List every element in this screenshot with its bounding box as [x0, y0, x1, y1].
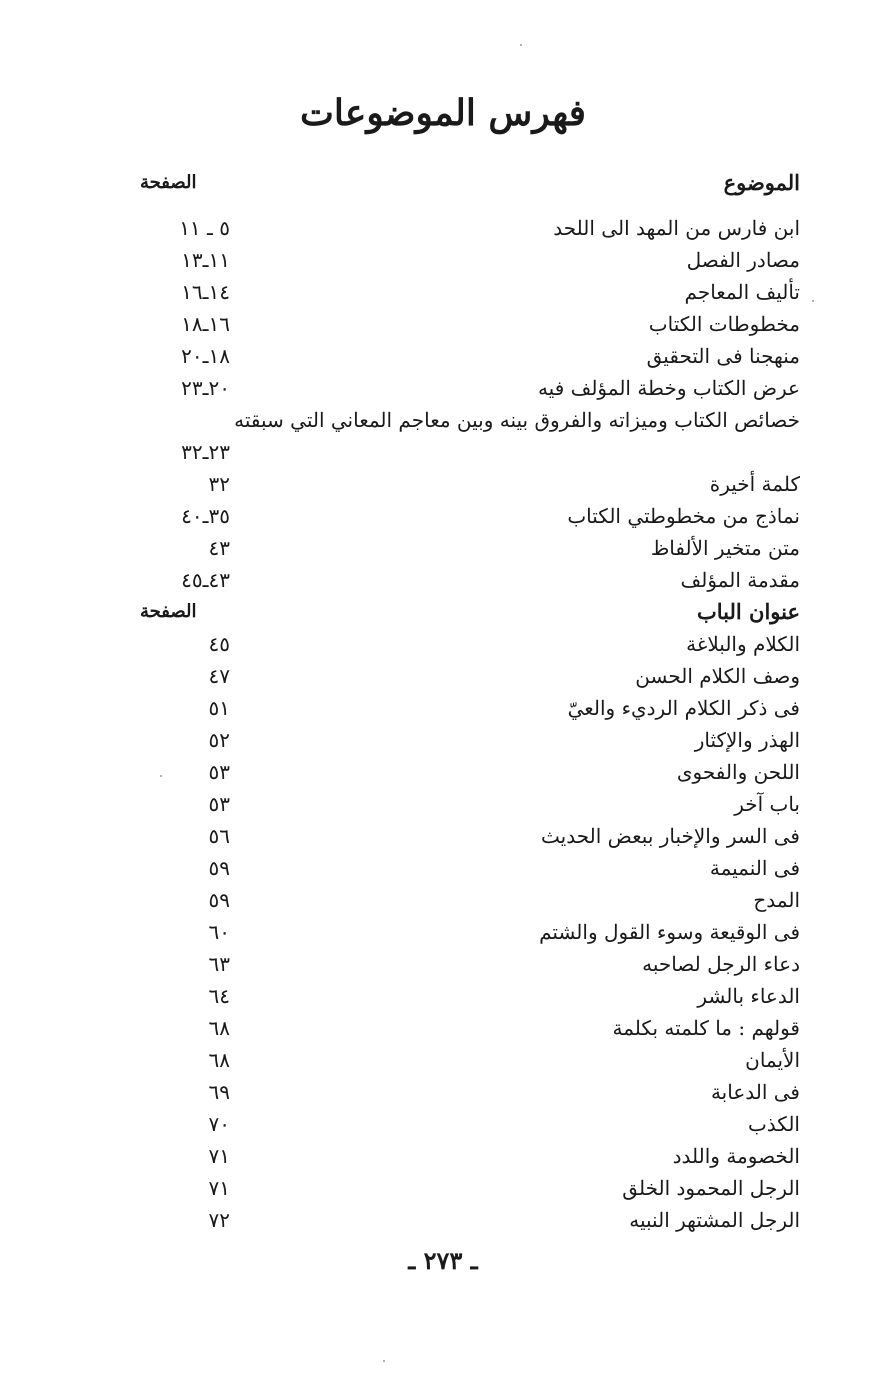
toc-topic: الرجل المحمود الخلق — [622, 1176, 800, 1200]
page-title: فهرس الموضوعات — [299, 92, 587, 134]
toc-page-number: ٥١ — [208, 696, 230, 720]
toc-topic: كلمة أخيرة — [709, 472, 800, 496]
toc-topic: تأليف المعاجم — [684, 280, 800, 304]
toc-row — [140, 1012, 800, 1044]
table-of-contents — [140, 212, 800, 1236]
scan-speck — [160, 775, 162, 777]
toc-page-number: ٦٩ — [208, 1080, 230, 1104]
toc-topic: باب آخر — [734, 792, 800, 816]
toc-topic: الهذر والإكثار — [694, 728, 800, 752]
toc-topic: فى ذكر الكلام الرديء والعيّ — [567, 696, 800, 720]
toc-topic: الأيمان — [745, 1048, 800, 1072]
toc-topic: نماذج من مخطوطتي الكتاب — [567, 504, 800, 528]
toc-page-number: ٤٣ — [208, 536, 230, 560]
toc-row — [140, 660, 800, 692]
page-number-footer: ـ ٢٧٣ ـ — [408, 1246, 478, 1275]
toc-row — [140, 372, 800, 404]
column-headers — [140, 170, 800, 202]
toc-row — [140, 1076, 800, 1108]
toc-row — [140, 628, 800, 660]
toc-page-number: ٣٥ـ٤٠ — [181, 504, 230, 528]
toc-page-number: ٥٦ — [208, 824, 230, 848]
toc-page-number: ٢٠ـ٢٣ — [181, 376, 230, 400]
section-title: عنوان الباب — [696, 599, 800, 624]
toc-row — [140, 884, 800, 916]
toc-row — [140, 404, 800, 468]
toc-row — [140, 756, 800, 788]
toc-row — [140, 564, 800, 596]
toc-topic: خصائص الكتاب وميزاته والفروق بينه وبين معاجم المعاني التي سبقته — [234, 408, 800, 432]
toc-page-number: ٤٣ـ٤٥ — [181, 568, 230, 592]
toc-page-number: ٦٨ — [208, 1016, 230, 1040]
toc-topic: الكذب — [747, 1112, 800, 1136]
section-header-row — [140, 596, 800, 628]
toc-topic: دعاء الرجل لصاحبه — [642, 952, 800, 976]
toc-row — [140, 308, 800, 340]
topic-column-header: الموضوع — [723, 170, 800, 195]
section-page-header: الصفحة — [140, 601, 197, 622]
toc-page-number: ١٦ـ١٨ — [181, 312, 230, 336]
toc-page-number: ٢٣ـ٣٢ — [181, 440, 230, 464]
toc-page-number: ١١ـ١٣ — [181, 248, 230, 272]
toc-page-number: ٤٥ — [208, 632, 230, 656]
toc-row — [140, 692, 800, 724]
toc-page-number: ٥٩ — [208, 856, 230, 880]
toc-page-number: ٤٧ — [208, 664, 230, 688]
toc-row — [140, 212, 800, 244]
toc-row — [140, 1140, 800, 1172]
toc-row — [140, 852, 800, 884]
toc-page-number: ٧٠ — [208, 1112, 230, 1136]
toc-topic: الدعاء بالشر — [697, 984, 800, 1008]
toc-topic: ابن فارس من المهد الى اللحد — [553, 216, 800, 240]
toc-row — [140, 500, 800, 532]
toc-page-number: ٧١ — [208, 1176, 230, 1200]
toc-topic: وصف الكلام الحسن — [635, 664, 800, 688]
toc-row — [140, 532, 800, 564]
scan-speck — [520, 44, 522, 46]
toc-topic: الرجل المشتهر النبيه — [629, 1208, 800, 1232]
toc-page-number: ٦٣ — [208, 952, 230, 976]
toc-topic: المدح — [753, 888, 800, 912]
toc-row — [140, 1108, 800, 1140]
toc-page-number: ٧١ — [208, 1144, 230, 1168]
scan-speck — [383, 1360, 385, 1362]
toc-row — [140, 1172, 800, 1204]
toc-topic: فى السر والإخبار ببعض الحديث — [541, 824, 800, 848]
toc-topic: فى النميمة — [709, 856, 800, 880]
toc-page-number: ٦٠ — [208, 920, 230, 944]
toc-topic: فى الدعابة — [710, 1080, 800, 1104]
toc-page-number: ٦٨ — [208, 1048, 230, 1072]
toc-topic: متن متخير الألفاظ — [650, 536, 800, 560]
toc-topic: الكلام والبلاغة — [686, 632, 800, 656]
toc-row — [140, 244, 800, 276]
toc-page-number: ٥٢ — [208, 728, 230, 752]
toc-row — [140, 948, 800, 980]
toc-row — [140, 980, 800, 1012]
toc-topic: عرض الكتاب وخطة المؤلف فيه — [537, 376, 800, 400]
toc-row — [140, 1044, 800, 1076]
toc-topic: مصادر الفصل — [686, 248, 800, 272]
toc-topic: منهجنا فى التحقيق — [646, 344, 800, 368]
toc-topic: فى الوقيعة وسوء القول والشتم — [539, 920, 800, 944]
toc-topic: مخطوطات الكتاب — [648, 312, 800, 336]
toc-page-number: ٥٣ — [208, 792, 230, 816]
toc-page-number: ٥٩ — [208, 888, 230, 912]
toc-topic: قولهم : ما كلمته بكلمة — [612, 1016, 800, 1040]
toc-row — [140, 788, 800, 820]
toc-topic: اللحن والفحوى — [676, 760, 800, 784]
toc-page-number: ٣٢ — [208, 472, 230, 496]
toc-page-number: ٥ ـ ١١ — [179, 216, 230, 240]
toc-topic: الخصومة واللدد — [672, 1144, 800, 1168]
page-column-header: الصفحة — [140, 172, 197, 193]
toc-page-number: ١٨ـ٢٠ — [181, 344, 230, 368]
toc-row — [140, 916, 800, 948]
scan-speck — [812, 300, 814, 302]
toc-row — [140, 468, 800, 500]
toc-page-number: ٧٢ — [208, 1208, 230, 1232]
toc-row — [140, 724, 800, 756]
toc-topic: مقدمة المؤلف — [680, 568, 800, 592]
toc-row — [140, 1204, 800, 1236]
toc-page-number: ٥٣ — [208, 760, 230, 784]
toc-row — [140, 340, 800, 372]
toc-row — [140, 276, 800, 308]
toc-row — [140, 820, 800, 852]
toc-page-number: ٦٤ — [208, 984, 230, 1008]
toc-page-number: ١٤ـ١٦ — [181, 280, 230, 304]
